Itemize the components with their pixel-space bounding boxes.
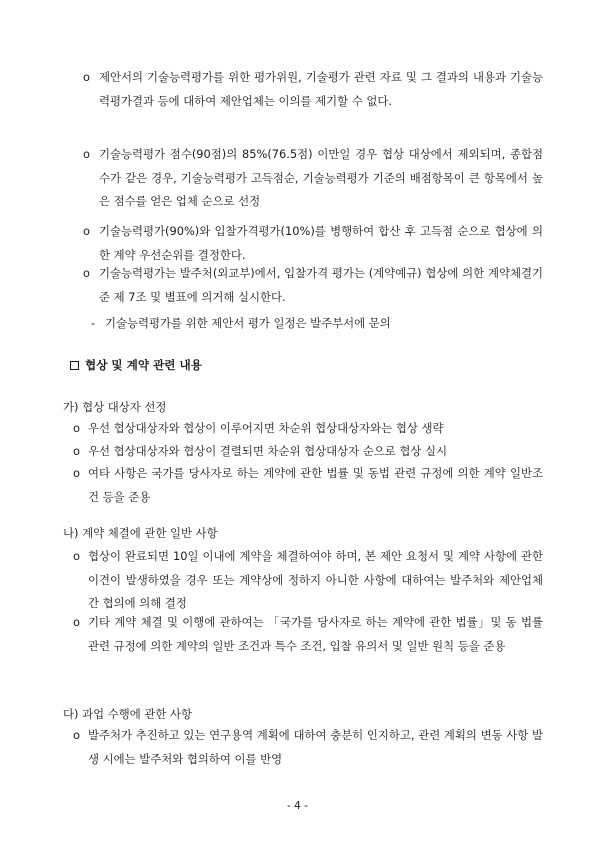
list-item bbox=[73, 440, 543, 464]
subsection-title: 가) 협상 대상자 선정 bbox=[63, 400, 167, 414]
list-item bbox=[73, 611, 543, 658]
list-item bbox=[73, 417, 543, 441]
list-item bbox=[73, 545, 543, 616]
list-item-text: 우선 협상대상자와 협상이 결렬되면 차순위 협상대상자 순으로 협상 실시 bbox=[88, 444, 448, 458]
section-heading-text: 협상 및 계약 관련 내용 bbox=[85, 358, 202, 372]
list-item-text: 발주처가 추진하고 있는 연구용역 계획에 대하여 충분히 인지하고, 관련 계획의 변동 사항 발생 시에는 발주처와 협의하여 이를 반영 bbox=[88, 728, 543, 766]
bullet-marker: o bbox=[73, 421, 80, 435]
list-item bbox=[91, 312, 543, 336]
list-item-text: 기술능력평가 점수(90점)의 85%(76.5점) 이만일 경우 협상 대상에서 제외되며, 종합점수가 같은 경우, 기술능력평가 고득점순, 기술능력평가 기준의 배점항목이 큰 항목에서 높은 점수를 얻은 업체 순으로 선정 bbox=[99, 147, 543, 208]
bullet-marker: o bbox=[73, 615, 80, 629]
list-item bbox=[83, 143, 543, 214]
list-item-text: 여타 사항은 국가를 당사자로 하는 계약에 관한 법률 및 동법 관련 규정에 의한 계약 일반조건 등을 준용 bbox=[88, 466, 543, 504]
list-item-text: 기술능력평가는 발주처(외교부)에서, 입찰가격 평가는 (계약예규) 협상에 의한 계약체결기준 제 7조 및 별표에 의거해 실시한다. bbox=[99, 266, 543, 304]
list-item-text: 협상이 완료되면 10일 이내에 계약을 체결하여야 하며, 본 제안 요청서 및 계약 사항에 관한 이견이 발생하였을 경우 또는 계약상에 정하지 아니한 사항에 대하여는 발주처와 제안업체 간 협의에 의해 결정 bbox=[88, 549, 543, 610]
dash-marker: - bbox=[91, 316, 96, 330]
bullet-marker: o bbox=[73, 728, 80, 742]
list-item-text: 제안서의 기술능력평가를 위한 평가위원, 기술평가 관련 자료 및 그 결과의 내용과 기술능력평가결과 등에 대하여 제안업체는 이의를 제기할 수 없다. bbox=[99, 70, 543, 108]
checkbox-square-icon bbox=[70, 361, 79, 370]
list-item bbox=[73, 462, 543, 509]
bullet-marker: o bbox=[83, 224, 90, 238]
list-item-text: 기술능력평가(90%)와 입찰가격평가(10%)를 병행하여 합산 후 고득점 순으로 협상에 의한 계약 우선순위를 결정한다. bbox=[99, 224, 543, 262]
list-item-text: 기술능력평가를 위한 제안서 평가 일정은 발주부서에 문의 bbox=[105, 316, 391, 330]
bullet-marker: o bbox=[73, 466, 80, 480]
bullet-marker: o bbox=[83, 266, 90, 280]
subsection-title: 나) 계약 체결에 관한 일반 사항 bbox=[63, 526, 218, 540]
list-item-text: 우선 협상대상자와 협상이 이루어지면 차순위 협상대상자와는 협상 생략 bbox=[88, 421, 444, 435]
bullet-marker: o bbox=[83, 147, 90, 161]
section-heading bbox=[70, 357, 202, 373]
list-item bbox=[83, 66, 543, 113]
bullet-marker: o bbox=[73, 549, 80, 563]
page-number: - 4 - bbox=[287, 800, 308, 812]
list-item bbox=[83, 220, 543, 267]
list-item bbox=[73, 724, 543, 771]
bullet-marker: o bbox=[73, 444, 80, 458]
list-item bbox=[83, 262, 543, 309]
subsection-title: 다) 과업 수행에 관한 사항 bbox=[63, 707, 192, 721]
bullet-marker: o bbox=[83, 70, 90, 84]
list-item-text: 기타 계약 체결 및 이행에 관하여는 「국가를 당사자로 하는 계약에 관한 법률」및 동 법률 관련 규정에 의한 계약의 일반 조건과 특수 조건, 입찰 유의서 및 일반 원칙 등을 준용 bbox=[88, 615, 543, 653]
